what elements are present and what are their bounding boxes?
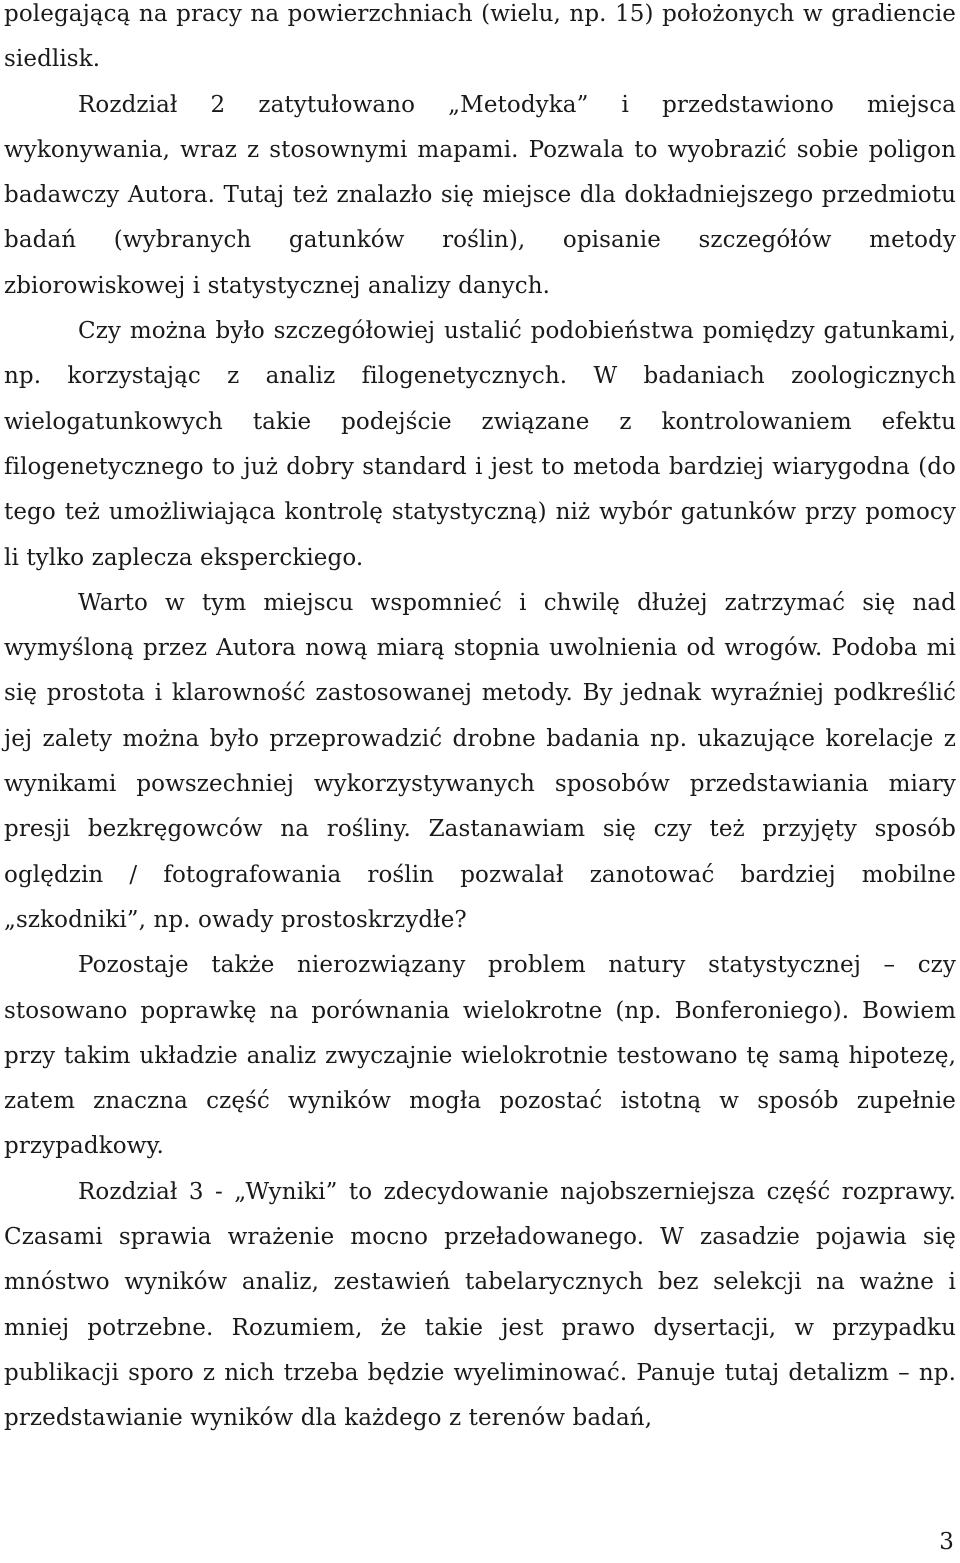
paragraph-phylogenetics: Czy można było szczegółowiej ustalić podobieństwa pomiędzy gatunkami, np. korzystając z analiz filogenetycznych. W badaniach zoologicznych wielogatunkowych takie podejście związane z kontrolowaniem efektu filogenetycznego to już dobry standard i jest to metoda bardziej wiarygodna (do tego też umożliwiająca kontrolę statystyczną) niż wybór gatunków przy pomocy li tylko zaplecza eksperckiego. bbox=[4, 318, 956, 571]
page-number: 3 bbox=[939, 1529, 954, 1555]
paragraph-statistics: Pozostaje także nierozwiązany problem natury statystycznej – czy stosowano poprawkę na porównania wielokrotne (np. Bonferoniego). Bowiem przy takim układzie analiz zwyczajnie wielokrotnie testowano tę samą hipotezę, zatem znaczna część wyników mogła pozostać istotną w sposób zupełnie przypadkowy. bbox=[4, 952, 956, 1160]
paragraph-methodology: Rozdział 2 zatytułowano „Metodyka” i przedstawiono miejsca wykonywania, wraz z stosownymi mapami. Pozwala to wyobrazić sobie poligon badawczy Autora. Tutaj też znalazło się miejsce dla dokładniejszego przedmiotu badań (wybranych gatunków roślin), opisanie szczegółów metody zbiorowiskowej i statystycznej analizy danych. bbox=[4, 91, 956, 299]
paragraph-results-chapter: Rozdział 3 - „Wyniki” to zdecydowanie najobszerniejsza część rozprawy. Czasami sprawia wrażenie mocno przeładowanego. W zasadzie pojawia się mnóstwo wyników analiz, zestawień tabelarycznych bez selekcji na ważne i mniej potrzebne. Rozumiem, że takie jest prawo dysertacji, w przypadku publikacji sporo z nich trzeba będzie wyeliminować. Panuje tutaj detalizm – np. przedstawianie wyników dla każdego z terenów badań, bbox=[4, 1178, 956, 1432]
paragraph-continuation: polegającą na pracy na powierzchniach (wielu, np. 15) położonych w gradiencie siedlisk. bbox=[4, 1, 956, 73]
paragraph-enemy-release-measure: Warto w tym miejscu wspomnieć i chwilę dłużej zatrzymać się nad wymyśloną przez Autora nową miarą stopnia uwolnienia od wrogów. Podoba mi się prostota i klarowność zastosowanej metody. By jednak wyraźniej podkreślić jej zalety można było przeprowadzić drobne badania np. ukazujące korelacje z wynikami powszechniej wykorzystywanych sposobów przedstawiania miary presji bezkręgowców na rośliny. Zastanawiam się czy też przyjęty sposób oględzin / fotografowania roślin pozwalał zanotować bardziej mobilne „szkodniki”, np. owady prostoskrzydłe? bbox=[4, 589, 956, 933]
body-text bbox=[4, 0, 956, 1442]
